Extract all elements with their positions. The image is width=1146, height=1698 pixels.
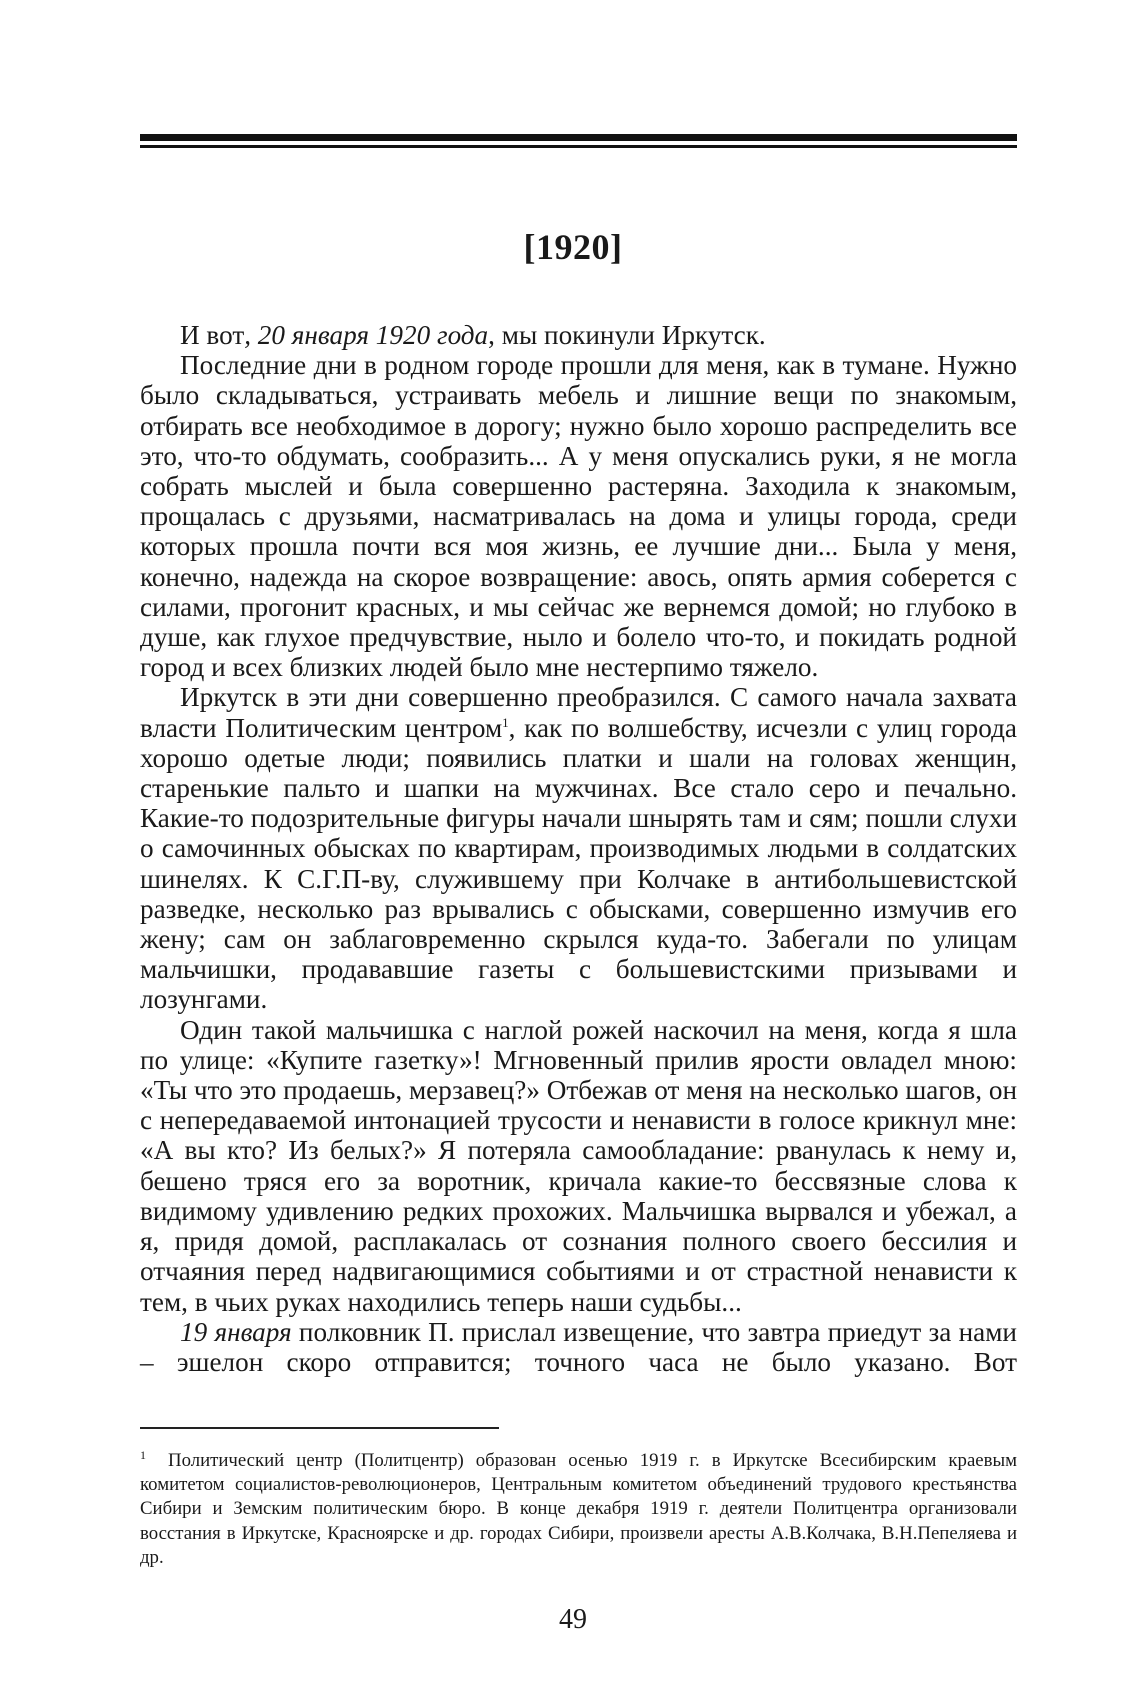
main-text	[140, 320, 1017, 1377]
paragraph-1	[140, 320, 1017, 350]
header-rule-thick	[140, 134, 1017, 141]
p5-rest: полковник П. прислал извещение, что завтра приедут за нами – эшелон скоро отправится; точного часа не было указано. Вот	[140, 1316, 1017, 1377]
p1-lead: И вот	[180, 320, 245, 350]
footnote-mark: 1	[140, 1447, 146, 1462]
paragraph-2: Последние дни в родном городе прошли для меня, как в тумане. Нужно было складываться, устраивать мебель и лишние вещи по знакомым, отбирать все необходимое в дорогу; нужно было хорошо распределить все это, что-то обдумать, сообразить... А у меня опускались руки, я не могла собрать мыслей и была совершенно растеряна. Заходила к знакомым, прощалась с друзьями, насматривалась на дома и улицы города, среди которых прошла почти вся моя жизнь, ее лучшие дни... Была у меня, конечно, надежда на скорое возвращение: авось, опять армия соберется с силами, прогонит красных, и мы сейчас же вернемся домой; но глубоко в душе, как глухое предчувствие, ныло и болело что-то, и покидать родной город и всех близких людей было мне нестерпимо тяжело.	[140, 350, 1017, 683]
paragraph-5	[140, 1317, 1017, 1377]
chapter-title: [1920]	[523, 227, 623, 267]
footnote-text: Политический центр (Политцентр) образован осенью 1919 г. в Иркутске Всесибирским краевым комитетом социалистов-революционеров, Центральным комитетом объединений трудового крестьянства Сибири и Земским политическим бюро. В конце декабря 1919 г. деятели Политцентра организовали восстания в Иркутске, Красноярске и др. городах Сибири, произвели аресты А.В.Колчака, В.Н.Пепеляева и др.	[140, 1450, 1017, 1568]
footnote-separator	[140, 1427, 499, 1429]
p1-tail: , мы покинули Иркутск.	[488, 320, 766, 350]
header-rule-thin	[140, 145, 1017, 148]
paragraph-4: Один такой мальчишка с наглой рожей наскочил на меня, когда я шла по улице: «Купите газетку»! Мгновенный прилив ярости овладел мною: «Ты что это продаешь, мерзавец?» Отбежав от меня на несколько шагов, он с непередаваемой интонацией трусости и ненависти в голосе крикнул мне: «А вы кто? Из белых?» Я потеряла самообладание: рванулась к нему и, бешено тряся его за воротник, кричала какие-то бессвязные слова к видимому удивлению редких прохожих. Мальчишка вырвался и убежал, а я, придя домой, расплакалась от сознания полного своего бессилия и отчаяния перед надвигающимися событиями и от страстной ненависти к тем, в чьих руках находились теперь наши судьбы...	[140, 1014, 1017, 1317]
p5-date: 19 января	[180, 1316, 292, 1347]
p3-part-b: , как по волшебству, исчезли с улиц города хорошо одетые люди; появились платки и шали на головах женщин, старенькие пальто и шапки на мужчинах. Все стало серо и печально. Какие-то подозрительные фигуры начали шнырять там и сям; пошли слухи о самочинных обысках по квартирам, производимых людьми в солдатских шинелях. К С.Г.П-ву, служившему при Колчаке в антибольшевистской разведке, несколько раз врывались с обысками, совершенно измучив его жену; сам он заблаговременно скрылся куда-то. Забегали по улицам мальчишки, продававшие газеты с большевистскими призывами и лозунгами.	[140, 712, 1017, 1015]
footnote-reference[interactable]: 1	[502, 714, 509, 730]
footnote	[140, 1449, 1017, 1570]
p1-date: , 20 января 1920 года	[244, 320, 489, 350]
paragraph-3	[140, 682, 1017, 1014]
p3-part-a: Иркутск в эти дни совершенно преобразился. С самого начала захвата власти Политическим центром	[140, 682, 1017, 743]
page-number: 49	[559, 1604, 587, 1635]
